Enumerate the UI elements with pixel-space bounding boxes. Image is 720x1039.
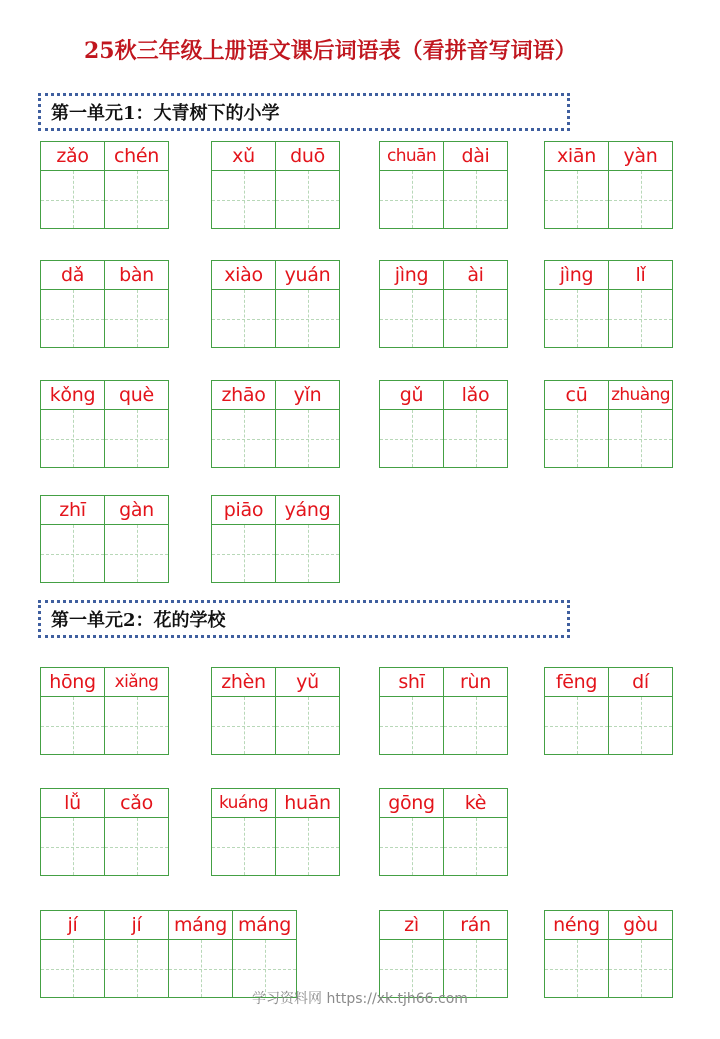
- writing-grid[interactable]: [105, 410, 168, 467]
- writing-grid[interactable]: [545, 410, 608, 467]
- character-cell[interactable]: [41, 496, 105, 582]
- writing-grid[interactable]: [444, 697, 507, 754]
- character-cell[interactable]: [444, 789, 508, 875]
- writing-grid[interactable]: [276, 410, 339, 467]
- word-box: [40, 788, 169, 876]
- pinyin-label: dí: [609, 668, 672, 697]
- writing-grid[interactable]: [276, 818, 339, 875]
- writing-grid[interactable]: [105, 525, 168, 582]
- writing-grid[interactable]: [609, 171, 672, 228]
- pinyin-label: jìng: [380, 261, 443, 290]
- word-box: [379, 910, 508, 998]
- character-cell[interactable]: [212, 261, 276, 347]
- character-cell[interactable]: [276, 496, 340, 582]
- writing-grid[interactable]: [276, 697, 339, 754]
- pinyin-label: dài: [444, 142, 507, 171]
- pinyin-label: xiān: [545, 142, 608, 171]
- writing-grid[interactable]: [105, 818, 168, 875]
- writing-grid[interactable]: [41, 410, 104, 467]
- character-cell[interactable]: [105, 911, 169, 997]
- writing-grid[interactable]: [276, 171, 339, 228]
- character-cell[interactable]: [276, 668, 340, 754]
- character-cell[interactable]: [276, 789, 340, 875]
- character-cell[interactable]: [444, 261, 508, 347]
- character-cell[interactable]: [41, 142, 105, 228]
- character-cell[interactable]: [41, 261, 105, 347]
- character-cell[interactable]: [212, 381, 276, 467]
- writing-grid[interactable]: [105, 290, 168, 347]
- writing-grid[interactable]: [212, 171, 275, 228]
- pinyin-label: chén: [105, 142, 168, 171]
- writing-grid[interactable]: [380, 818, 443, 875]
- pinyin-label: hōng: [41, 668, 104, 697]
- pinyin-label: yàn: [609, 142, 672, 171]
- pinyin-label: shī: [380, 668, 443, 697]
- pinyin-label: kuáng: [212, 789, 275, 818]
- pinyin-label: xǔ: [212, 142, 275, 171]
- pinyin-label: duō: [276, 142, 339, 171]
- word-box: [379, 260, 508, 348]
- character-cell[interactable]: [276, 261, 340, 347]
- pinyin-label: xiào: [212, 261, 275, 290]
- word-box: [379, 380, 508, 468]
- writing-grid[interactable]: [41, 171, 104, 228]
- word-box: [40, 495, 169, 583]
- word-box: [211, 141, 340, 229]
- pinyin-label: máng: [233, 911, 296, 940]
- character-cell[interactable]: [545, 381, 609, 467]
- writing-grid[interactable]: [276, 525, 339, 582]
- writing-grid[interactable]: [545, 290, 608, 347]
- pinyin-label: zhī: [41, 496, 104, 525]
- pinyin-label: yuán: [276, 261, 339, 290]
- pinyin-label: piāo: [212, 496, 275, 525]
- writing-grid[interactable]: [444, 290, 507, 347]
- word-box: [379, 141, 508, 229]
- word-box: [211, 667, 340, 755]
- word-box: [544, 260, 673, 348]
- pinyin-label: xiǎng: [105, 668, 168, 697]
- word-box: [379, 788, 508, 876]
- writing-grid[interactable]: [380, 171, 443, 228]
- character-cell[interactable]: [41, 381, 105, 467]
- writing-grid[interactable]: [609, 290, 672, 347]
- pinyin-label: zhèn: [212, 668, 275, 697]
- writing-grid[interactable]: [444, 410, 507, 467]
- writing-grid[interactable]: [105, 697, 168, 754]
- unit-1-header: 第一单元1：大青树下的小学: [38, 93, 570, 131]
- word-box: [544, 667, 673, 755]
- character-cell[interactable]: [444, 381, 508, 467]
- writing-grid[interactable]: [380, 697, 443, 754]
- character-cell[interactable]: [380, 261, 444, 347]
- word-box: [40, 667, 169, 755]
- character-cell[interactable]: [212, 142, 276, 228]
- pinyin-label: lǐ: [609, 261, 672, 290]
- word-box: [40, 260, 169, 348]
- word-box: [211, 788, 340, 876]
- pinyin-label: jí: [105, 911, 168, 940]
- pinyin-label: lǚ: [41, 789, 104, 818]
- pinyin-label: jí: [41, 911, 104, 940]
- unit-2-header: 第一单元2：花的学校: [38, 600, 570, 638]
- pinyin-label: lǎo: [444, 381, 507, 410]
- character-cell[interactable]: [609, 381, 673, 467]
- pinyin-label: gǔ: [380, 381, 443, 410]
- character-cell[interactable]: [545, 261, 609, 347]
- character-cell[interactable]: [444, 668, 508, 754]
- character-cell[interactable]: [169, 911, 233, 997]
- page-title: 25秋三年级上册语文课后词语表（看拼音写词语）: [84, 38, 577, 64]
- pinyin-label: chuān: [380, 142, 443, 171]
- character-cell[interactable]: [380, 381, 444, 467]
- writing-grid[interactable]: [380, 290, 443, 347]
- pinyin-label: què: [105, 381, 168, 410]
- writing-grid[interactable]: [212, 290, 275, 347]
- pinyin-label: gōng: [380, 789, 443, 818]
- character-cell[interactable]: [380, 668, 444, 754]
- writing-grid[interactable]: [609, 697, 672, 754]
- writing-grid[interactable]: [105, 171, 168, 228]
- character-cell[interactable]: [380, 142, 444, 228]
- character-cell[interactable]: [41, 911, 105, 997]
- character-cell[interactable]: [545, 668, 609, 754]
- watermark: 学习资料网 https://xk.tjh66.com: [252, 991, 468, 1007]
- character-cell[interactable]: [380, 789, 444, 875]
- character-cell[interactable]: [105, 789, 169, 875]
- character-cell[interactable]: [609, 142, 673, 228]
- character-cell[interactable]: [212, 496, 276, 582]
- writing-grid[interactable]: [41, 290, 104, 347]
- word-box: [211, 380, 340, 468]
- character-cell[interactable]: [105, 261, 169, 347]
- writing-grid[interactable]: [380, 410, 443, 467]
- writing-grid[interactable]: [545, 697, 608, 754]
- writing-grid[interactable]: [212, 818, 275, 875]
- pinyin-label: rán: [444, 911, 507, 940]
- writing-grid[interactable]: [444, 818, 507, 875]
- character-cell[interactable]: [380, 911, 444, 997]
- word-box: [211, 260, 340, 348]
- pinyin-label: bàn: [105, 261, 168, 290]
- character-cell[interactable]: [212, 789, 276, 875]
- writing-grid[interactable]: [212, 525, 275, 582]
- pinyin-label: dǎ: [41, 261, 104, 290]
- writing-grid[interactable]: [41, 697, 104, 754]
- writing-grid[interactable]: [545, 171, 608, 228]
- pinyin-label: zì: [380, 911, 443, 940]
- pinyin-label: néng: [545, 911, 608, 940]
- character-cell[interactable]: [105, 142, 169, 228]
- pinyin-label: zhāo: [212, 381, 275, 410]
- word-box: [544, 910, 673, 998]
- pinyin-label: ài: [444, 261, 507, 290]
- character-cell[interactable]: [105, 496, 169, 582]
- character-cell[interactable]: [609, 911, 673, 997]
- pinyin-label: cū: [545, 381, 608, 410]
- character-cell[interactable]: [545, 142, 609, 228]
- pinyin-label: kǒng: [41, 381, 104, 410]
- character-cell[interactable]: [233, 911, 297, 997]
- pinyin-label: rùn: [444, 668, 507, 697]
- character-cell[interactable]: [276, 381, 340, 467]
- character-cell[interactable]: [609, 261, 673, 347]
- character-cell[interactable]: [276, 142, 340, 228]
- pinyin-label: zǎo: [41, 142, 104, 171]
- writing-grid[interactable]: [212, 697, 275, 754]
- word-box: [379, 667, 508, 755]
- writing-grid[interactable]: [444, 171, 507, 228]
- word-box: [40, 910, 297, 998]
- pinyin-label: zhuàng: [609, 381, 672, 410]
- character-cell[interactable]: [105, 381, 169, 467]
- character-cell[interactable]: [545, 911, 609, 997]
- character-cell[interactable]: [609, 668, 673, 754]
- writing-grid[interactable]: [41, 818, 104, 875]
- pinyin-label: fēng: [545, 668, 608, 697]
- pinyin-label: jìng: [545, 261, 608, 290]
- pinyin-label: gàn: [105, 496, 168, 525]
- character-cell[interactable]: [41, 789, 105, 875]
- pinyin-label: yǐn: [276, 381, 339, 410]
- word-box: [544, 141, 673, 229]
- pinyin-label: huān: [276, 789, 339, 818]
- pinyin-label: kè: [444, 789, 507, 818]
- word-box: [211, 495, 340, 583]
- character-cell[interactable]: [105, 668, 169, 754]
- word-box: [40, 380, 169, 468]
- pinyin-label: gòu: [609, 911, 672, 940]
- pinyin-label: yǔ: [276, 668, 339, 697]
- word-box: [544, 380, 673, 468]
- writing-grid[interactable]: [41, 525, 104, 582]
- writing-grid[interactable]: [276, 290, 339, 347]
- word-box: [40, 141, 169, 229]
- pinyin-label: cǎo: [105, 789, 168, 818]
- character-cell[interactable]: [444, 142, 508, 228]
- writing-grid[interactable]: [609, 410, 672, 467]
- character-cell[interactable]: [444, 911, 508, 997]
- pinyin-label: yáng: [276, 496, 339, 525]
- pinyin-label: máng: [169, 911, 232, 940]
- writing-grid[interactable]: [212, 410, 275, 467]
- character-cell[interactable]: [41, 668, 105, 754]
- character-cell[interactable]: [212, 668, 276, 754]
